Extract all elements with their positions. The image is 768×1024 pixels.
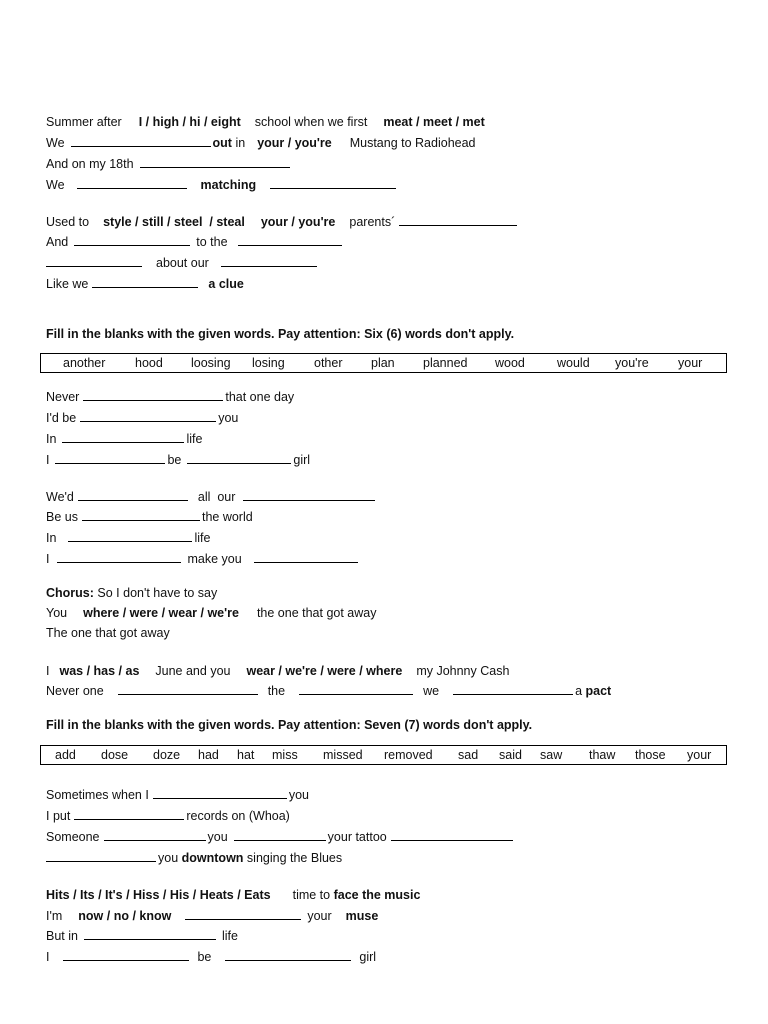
word-bank-item: sad [458,748,479,762]
lyric-text: We [46,178,65,192]
lyric-text: life [194,531,211,545]
lyric-line [46,927,238,945]
word-bank-item: removed [384,748,433,762]
word-bank-item: miss [272,748,298,762]
lyric-text: to the [196,235,228,249]
lyric-line [46,488,377,506]
lyric-text: you [288,788,309,802]
lyric-text: And [46,235,69,249]
lyric-text: life [186,432,203,446]
lyric-text: be [167,453,182,467]
blank-field[interactable] [84,927,216,940]
word-bank-item: doze [153,748,181,762]
lyric-text: the [267,684,286,698]
blank-field[interactable] [55,451,165,464]
word-options: I / high / hi / eight [138,115,241,129]
blank-field[interactable] [140,155,290,168]
blank-field[interactable] [46,254,142,267]
given-word: matching [200,178,257,192]
word-options: meat / meet / met [383,115,485,129]
blank-field[interactable] [71,134,211,147]
word-options: where / were / wear / we're [83,606,239,620]
lyric-text: June and you [155,664,231,678]
blank-field[interactable] [57,550,181,563]
blank-field[interactable] [234,828,326,841]
lyric-text: I put [46,809,71,823]
word-bank-item: had [198,748,219,762]
word-options: style / still / steel / steal [103,215,245,229]
lyric-line [46,113,485,131]
word-bank-item: those [635,748,666,762]
lyric-line [46,176,398,194]
lyric-line [46,213,519,231]
blank-field[interactable] [68,529,192,542]
lyric-line [46,155,292,173]
lyric-line [46,907,378,925]
given-word: pact [585,684,612,698]
word-bank-item: your [687,748,712,762]
lyric-line [46,233,344,251]
lyric-text: We'd [46,490,74,504]
lyric-text: I [46,664,50,678]
lyric-line [46,254,319,272]
lyric-line [46,807,290,825]
blank-field[interactable] [80,409,216,422]
lyric-text: In [46,432,57,446]
word-bank-item: saw [540,748,563,762]
word-bank-item: hood [135,356,163,370]
lyric-line [46,430,202,448]
lyric-line [46,948,376,966]
lyric-line [46,682,611,700]
word-bank-item: loosing [191,356,231,370]
lyric-line [46,849,342,867]
blank-field[interactable] [453,682,573,695]
word-options: wear / we're / were / where [246,664,403,678]
lyric-line [46,786,309,804]
blank-field[interactable] [104,828,206,841]
lyric-text: girl [359,950,377,964]
lyric-text: parents´ [349,215,396,229]
lyric-line [46,529,210,547]
blank-field[interactable] [221,254,317,267]
word-bank-item: thaw [589,748,616,762]
blank-field[interactable] [391,828,513,841]
word-bank-item: would [557,356,590,370]
given-word: face the music [333,888,421,902]
lyric-text: be [197,950,212,964]
blank-field[interactable] [185,907,301,920]
lyric-text: You [46,606,68,620]
chorus-label: Chorus: [46,586,94,600]
blank-field[interactable] [74,807,184,820]
lyric-text: time to [292,888,331,902]
lyric-text: we [423,684,440,698]
lyric-line [46,451,310,469]
lyric-line [46,409,238,427]
lyric-text: Someone [46,830,100,844]
word-bank-item: you're [615,356,649,370]
lyric-text: a [575,684,583,698]
given-word: muse [345,909,379,923]
lyric-text: you [158,851,179,865]
word-bank-box [40,353,727,373]
blank-field[interactable] [270,176,396,189]
blank-field[interactable] [299,682,413,695]
word-options: was / has / as [59,664,140,678]
lyric-text: my Johnny Cash [416,664,510,678]
chorus-line [46,604,376,622]
blank-field[interactable] [74,233,190,246]
lyric-text: Mustang to Radiohead [349,136,476,150]
lyric-line [46,662,509,680]
word-options: now / no / know [78,909,172,923]
word-options: your / you're [260,215,336,229]
lyric-text: the one that got away [256,606,377,620]
lyric-text: singing the Blues [246,851,343,865]
lyric-line [46,275,244,293]
lyric-text: I [46,950,50,964]
lyric-text: records on (Whoa) [186,809,290,823]
given-word: a clue [208,277,244,291]
blank-field[interactable] [254,550,358,563]
word-bank-item: dose [101,748,129,762]
lyric-text: I'd be [46,411,77,425]
lyric-text: Like we [46,277,89,291]
blank-field[interactable] [62,430,184,443]
lyric-text: all our [197,490,236,504]
lyric-text: you [207,830,228,844]
lyric-text: Never [46,390,80,404]
lyric-text: your tattoo [327,830,387,844]
lyric-text: Be us [46,510,78,524]
lyric-text: Summer after [46,115,122,129]
word-bank-item: planned [423,356,468,370]
lyric-text: I'm [46,909,63,923]
blank-field[interactable] [82,508,200,521]
word-options: your / you're [257,136,332,150]
blank-field[interactable] [153,786,287,799]
lyric-text: The one that got away [46,626,170,640]
blank-field[interactable] [118,682,258,695]
lyric-line [46,388,294,406]
lyric-text: you [218,411,239,425]
lyric-text: girl [293,453,311,467]
lyric-line [46,508,253,526]
lyric-text: Never one [46,684,104,698]
lyric-text: that one day [225,390,295,404]
lyric-line [46,886,420,904]
instruction-heading: Fill in the blanks with the given words. Pay attention: Seven (7) words don't apply. [46,718,533,732]
blank-field[interactable] [46,849,156,862]
lyric-text: In [46,531,57,545]
chorus-line [46,624,170,642]
lyric-text: school when we first [254,115,368,129]
lyric-text: We [46,136,65,150]
chorus-line [46,584,217,602]
lyric-line [46,134,476,152]
lyric-text: I [46,552,50,566]
lyric-text: But in [46,929,78,943]
lyric-text: Used to [46,215,90,229]
blank-field[interactable] [83,388,223,401]
lyric-text: about our [156,256,209,270]
word-bank-item: plan [371,356,395,370]
blank-field[interactable] [63,948,189,961]
lyric-text: So I don't have to say [97,586,218,600]
word-bank-item: wood [495,356,525,370]
word-bank-item: other [314,356,343,370]
word-bank-item: hat [237,748,255,762]
word-bank-item: another [63,356,106,370]
word-bank-item: add [55,748,76,762]
lyric-line [46,828,515,846]
lyric-text: Sometimes when I [46,788,149,802]
blank-field[interactable] [77,176,187,189]
word-bank-item: losing [252,356,285,370]
word-bank-item: said [499,748,522,762]
word-options: Hits / Its / It's / Hiss / His / Heats / Eats [46,888,271,902]
lyric-line [46,550,360,568]
given-word: downtown [181,851,244,865]
blank-field[interactable] [225,948,351,961]
lyric-text: life [221,929,238,943]
lyric-text: your [307,909,332,923]
word-bank-box [40,745,727,765]
blank-field[interactable] [92,275,198,288]
lyric-text: make you [187,552,242,566]
given-word: out [212,136,232,150]
instruction-heading: Fill in the blanks with the given words. Pay attention: Six (6) words don't apply. [46,327,515,341]
lyric-text: I [46,453,50,467]
blank-field[interactable] [238,233,342,246]
word-bank-item: your [678,356,703,370]
lyric-text: the world [201,510,253,524]
blank-field[interactable] [399,213,517,226]
word-bank-item: missed [323,748,363,762]
blank-field[interactable] [78,488,188,501]
lyric-text: And on my 18th [46,157,134,171]
blank-field[interactable] [187,451,291,464]
lyric-text: in [235,136,246,150]
blank-field[interactable] [243,488,375,501]
